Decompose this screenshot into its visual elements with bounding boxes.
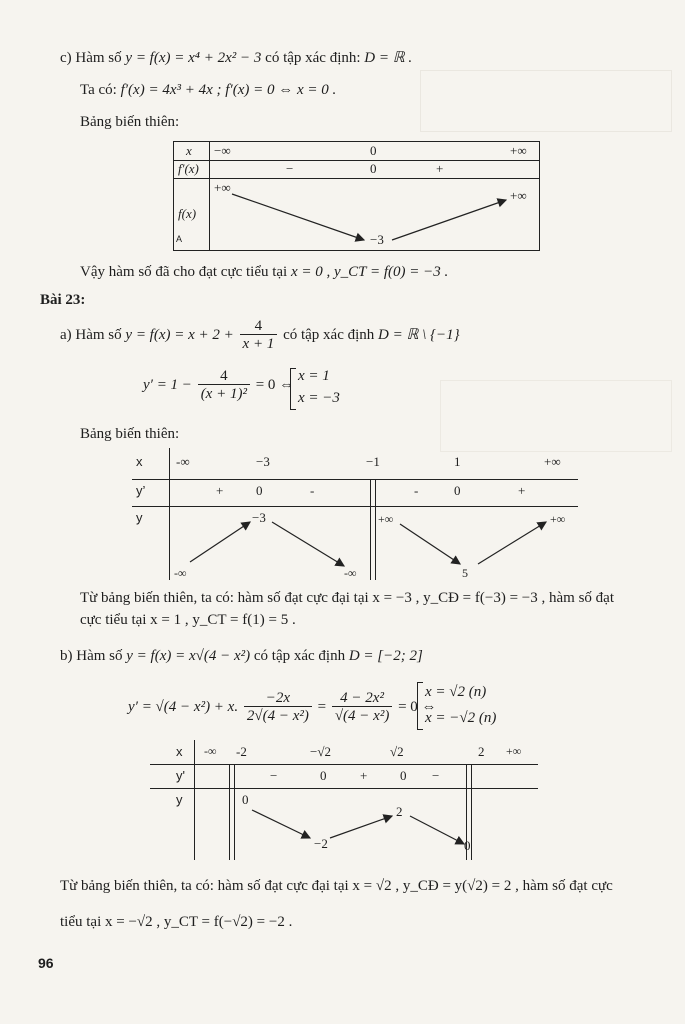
row-label-f: f(x) — [178, 206, 197, 221]
row-label-yprime: y’ — [136, 483, 146, 498]
sign-value: + — [518, 483, 526, 498]
y-value: -∞ — [344, 566, 357, 580]
page-number: 96 — [38, 955, 54, 971]
part-b-statement: b) Hàm số y = f(x) = x√(4 − x²) có tập xác định D = [−2; 2] — [60, 648, 423, 664]
row-label-yprime: y' — [176, 768, 185, 783]
x-value: -2 — [236, 744, 247, 759]
solution-line: x = 1 — [298, 368, 330, 384]
y-value: +∞ — [378, 512, 394, 526]
part-a-statement: a) Hàm số y = f(x) = x + 2 + $\frac{4}{x + 1}$ có tập xác định D = ℝ \ {−1} — [60, 318, 460, 352]
part-b-derivative: y′ = √(4 − x²) + x. $\frac{-2x}{\text{2√(4 − x²)}}$ = $\frac{\text{4 − 2x²}}{\text{√(4 − x²)}}$ = 0 ⇔ — [128, 690, 437, 724]
bleed-through-table — [440, 380, 672, 452]
x-value: −3 — [256, 454, 270, 469]
x-value: √2 — [390, 744, 404, 759]
y-value: −2 — [314, 836, 328, 851]
row-label-x: x — [176, 744, 183, 759]
variation-table-a — [132, 448, 578, 580]
sign-value: 0 — [370, 161, 377, 176]
sign-value: 0 — [454, 483, 461, 498]
part-c-table-title: Bảng biến thiên: — [80, 114, 180, 130]
solution-line: x = −√2 (n) — [425, 710, 497, 726]
exercise-heading: Bài 23: — [40, 292, 86, 308]
f-value: −3 — [370, 232, 384, 247]
sign-value: + — [360, 768, 368, 783]
x-value: −√2 — [310, 744, 331, 759]
sign-value: − — [432, 768, 440, 783]
part-c-conclusion: Vậy hàm số đã cho đạt cực tiểu tại x = 0 , y_CT = f(0) = −3 . — [80, 264, 449, 280]
sign-value: - — [310, 483, 315, 498]
part-a-conclusion-line2: cực tiểu tại x = 1 , y_CT = f(1) = 5 . — [80, 612, 296, 628]
sign-value: 0 — [256, 483, 263, 498]
variation-arrows — [132, 448, 578, 580]
x-value: -∞ — [176, 454, 190, 469]
x-value: 0 — [370, 143, 377, 158]
variation-table-b — [150, 740, 538, 860]
variation-table-c — [173, 141, 540, 251]
solution-bracket — [417, 682, 423, 730]
y-value: 2 — [396, 804, 403, 819]
x-value: +∞ — [510, 143, 527, 158]
sign-value: 0 — [400, 768, 407, 783]
part-c-statement: c) Hàm số y = f(x) = x⁴ + 2x² − 3 có tập xác định: D = ℝ . — [60, 50, 413, 66]
y-value: 5 — [462, 566, 468, 580]
corner-mark: A — [176, 234, 183, 244]
y-value: −3 — [252, 510, 266, 525]
x-value: -∞ — [204, 744, 217, 758]
sign-value: + — [216, 483, 224, 498]
row-label-y: y — [176, 792, 183, 807]
x-value: 1 — [454, 454, 461, 469]
part-a-conclusion-line1: Từ bảng biến thiên, ta có: hàm số đạt cực đại tại x = −3 , y_CĐ = f(−3) = −3 , hàm số đạt — [80, 590, 614, 606]
f-value: +∞ — [510, 188, 527, 203]
solution-bracket — [290, 368, 296, 410]
sign-value: 0 — [320, 768, 327, 783]
solution-line: x = −3 — [298, 390, 340, 406]
part-b-conclusion-line1: Từ bảng biến thiên, ta có: hàm số đạt cực đại tại x = √2 , y_CĐ = y(√2) = 2 , hàm số đạt cực — [60, 878, 613, 894]
x-value: −∞ — [214, 143, 231, 158]
y-value: +∞ — [550, 512, 566, 526]
sign-value: - — [414, 483, 419, 498]
row-label-fprime: f′(x) — [178, 161, 199, 176]
part-c-derivative: Ta có: f′(x) = 4x³ + 4x ; f′(x) = 0 ⇔ x = 0 . — [80, 82, 337, 98]
y-value: 0 — [242, 792, 249, 807]
sign-value: + — [436, 161, 444, 176]
y-value: -∞ — [174, 566, 187, 580]
row-label-y: y — [136, 510, 143, 525]
solution-line: x = √2 (n) — [425, 684, 487, 700]
row-label-x: x — [136, 454, 143, 469]
part-a-table-title: Bảng biến thiên: — [80, 426, 180, 442]
y-value: 0 — [464, 838, 471, 853]
part-a-derivative: y′ = 1 − $\frac{4}{\text{(x + 1)²}}$ = 0 ⇔ — [143, 368, 295, 402]
x-value: −1 — [366, 454, 380, 469]
f-value: +∞ — [214, 180, 231, 195]
variation-arrows — [150, 740, 538, 860]
variation-arrows — [174, 142, 539, 250]
sign-value: − — [270, 768, 278, 783]
row-label-x: x — [186, 143, 192, 158]
bleed-through-table — [420, 70, 672, 132]
sign-value: − — [286, 161, 294, 176]
part-b-conclusion-line2: tiểu tại x = −√2 , y_CT = f(−√2) = −2 . — [60, 914, 293, 930]
x-value: +∞ — [506, 744, 522, 758]
x-value: +∞ — [544, 454, 561, 469]
x-value: 2 — [478, 744, 485, 759]
